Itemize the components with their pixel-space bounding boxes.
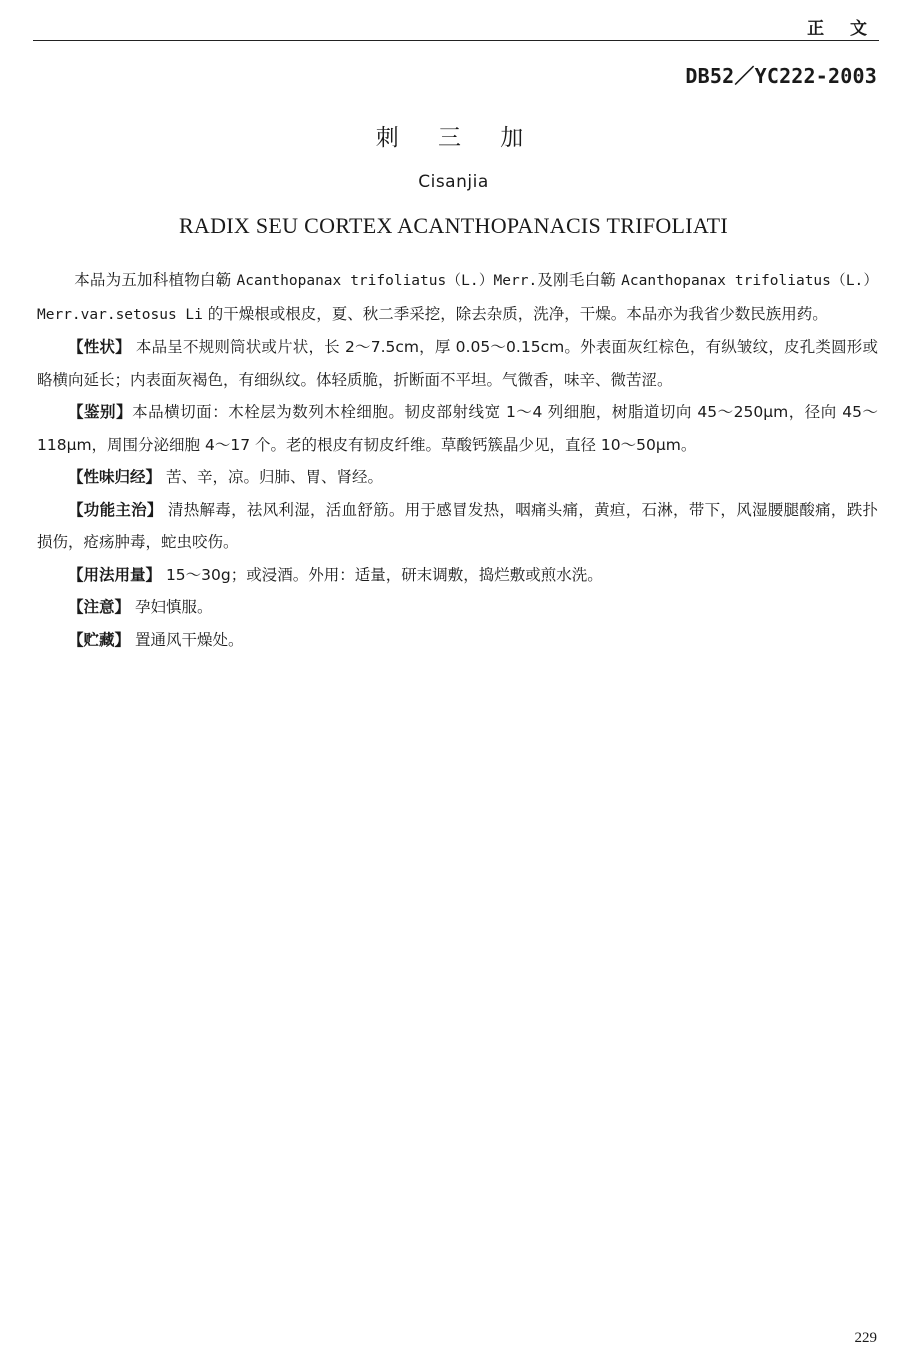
section-label: 【功能主治】 bbox=[68, 500, 163, 519]
section-label: 【用法用量】 bbox=[68, 565, 162, 584]
title-latin: RADIX SEU CORTEX ACANTHOPANACIS TRIFOLIATI bbox=[178, 213, 729, 238]
section-storage bbox=[37, 624, 878, 657]
section-label: 【性味归经】 bbox=[68, 468, 162, 486]
running-head: 正 文 bbox=[807, 19, 877, 39]
section-dosage bbox=[37, 559, 878, 592]
intro-paragraph bbox=[37, 264, 878, 331]
section-content: 本品呈不规则筒状或片状，长 2～7.5cm，厚 0.05～0.15cm。外表面灰红棕色，有纵皱纹，皮孔类圆形或略横向延长；内表面灰褐色，有细纵纹。体轻质脆，折断面不平坦。气微香，味辛、微苦涩。 bbox=[37, 338, 878, 389]
standard-code: DB52／YC222-2003 bbox=[685, 64, 877, 88]
section-description bbox=[37, 331, 878, 396]
section-label: 【注意】 bbox=[68, 598, 131, 616]
section-content: 本品横切面：木栓层为数列木栓细胞。韧皮部射线宽 1～4 列细胞，树脂道切向 45～250μm，径向 45～118μm，周围分泌细胞 4～17 个。老的根皮有韧皮纤维。草酸钙簇晶少见，直径 10～50μm。 bbox=[37, 403, 878, 454]
section-actions-indications bbox=[37, 494, 878, 559]
section-content: 孕妇慎服。 bbox=[130, 598, 213, 616]
title-pinyin: Cisanjia bbox=[418, 172, 489, 192]
section-content: 苦、辛，凉。归肺、胃、肾经。 bbox=[161, 468, 383, 486]
section-property-flavor bbox=[37, 461, 878, 494]
intro-latin-name-1: Acanthopanax trifoliatus（L.）Merr. bbox=[236, 273, 538, 289]
section-content: 清热解毒，祛风利湿，活血舒筋。用于感冒发热，咽痛头痛，黄疸，石淋，带下，风湿腰腿酸痛，跌扑损伤，疮疡肿毒，蛇虫咬伤。 bbox=[37, 500, 878, 551]
section-label: 【贮藏】 bbox=[68, 630, 131, 649]
intro-text-3: 的干燥根或根皮，夏、秋二季采挖，除去杂质，洗净，干燥。本品亦为我省少数民族用药。 bbox=[202, 304, 828, 323]
title-chinese: 刺 三 加 bbox=[375, 125, 540, 151]
section-label: 【鉴别】 bbox=[68, 403, 133, 421]
section-content: 置通风干燥处。 bbox=[130, 630, 244, 649]
monograph-body bbox=[37, 264, 878, 656]
section-identification bbox=[37, 396, 878, 461]
section-label: 【性状】 bbox=[68, 338, 131, 356]
section-precautions bbox=[37, 591, 878, 624]
page-number: 229 bbox=[854, 1330, 877, 1346]
header-rule bbox=[33, 40, 879, 41]
intro-text-2: 及刚毛白簕 bbox=[537, 271, 622, 289]
intro-latin-name-2: Acanthopanax trifoliatus（L.）Merr.var.setosus Li bbox=[37, 273, 878, 323]
section-content: 15～30g；或浸酒。外用：适量，研末调敷，捣烂敷或煎水洗。 bbox=[161, 565, 603, 584]
intro-text-1: 本品为五加科植物白簕 bbox=[74, 271, 237, 289]
